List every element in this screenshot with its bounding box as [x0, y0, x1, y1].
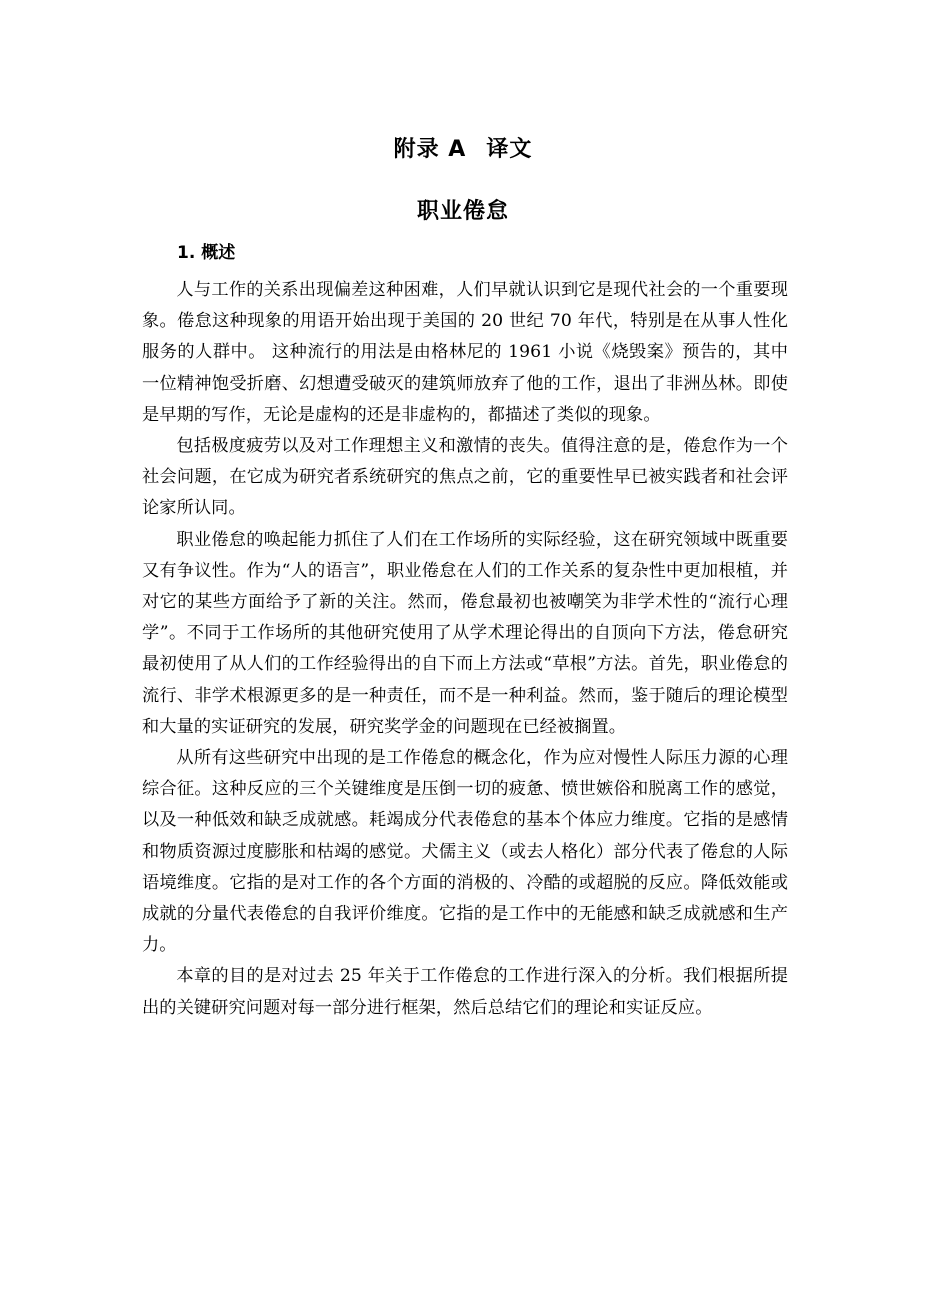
paragraph-4: 从所有这些研究中出现的是工作倦怠的概念化，作为应对慢性人际压力源的心理综合征。这种反应的三个关键维度是压倒一切的疲惫、愤世嫉俗和脱离工作的感觉，以及一种低效和缺乏成就感。耗竭成分代表倦怠的基本个体应力维度。它指的是感情和物质资源过度膨胀和枯竭的感觉。犬儒主义（或去人格化）部分代表了倦怠的人际语境维度。它指的是对工作的各个方面的消极的、冷酷的或超脱的反应。降低效能或成就的分量代表倦怠的自我评价维度。它指的是工作中的无能感和缺乏成就感和生产力。 [142, 748, 788, 956]
appendix-label: 附录 A [393, 137, 467, 162]
body-text [142, 275, 788, 1024]
paragraph-3: 职业倦怠的唤起能力抓住了人们在工作场所的实际经验，这在研究领域中既重要又有争议性。作为“人的语言”，职业倦怠在人们的工作关系的复杂性中更加根植，并对它的某些方面给予了新的关注。然而，倦怠最初也被嘲笑为非学术性的“流行心理学”。不同于工作场所的其他研究使用了从学术理论得出的自顶向下方法，倦怠研究最初使用了从人们的工作经验得出的自下而上方法或“草根”方法。首先，职业倦怠的流行、非学术根源更多的是一种责任，而不是一种利益。然而，鉴于随后的理论模型和大量的实证研究的发展，研究奖学金的问题现在已经被搁置。 [142, 529, 788, 737]
article-title: 职业倦怠 [416, 199, 509, 224]
appendix-title [0, 134, 926, 166]
paragraph-5: 本章的目的是对过去 25 年关于工作倦怠的工作进行深入的分析。我们根据所提出的关键研究问题对每一部分进行框架，然后总结它们的理论和实证反应。 [142, 966, 788, 1018]
paragraph-2: 包括极度疲劳以及对工作理想主义和激情的丧失。值得注意的是，倦怠作为一个社会问题，在它成为研究者系统研究的焦点之前，它的重要性早已被实践者和社会评论家所认同。 [142, 436, 788, 519]
appendix-title-text: 译文 [486, 137, 533, 162]
paragraph-1: 人与工作的关系出现偏差这种困难，人们早就认识到它是现代社会的一个重要现象。倦怠这种现象的用语开始出现于美国的 20 世纪 70 年代，特别是在从事人性化服务的人群中。 这种流行的用法是由格林尼的 1961 小说《烧毁案》预告的，其中一位精神饱受折磨、幻想遭受破灭的建筑师放弃了他的工作，退出了非洲丛林。即使是早期的写作，无论是虚构的还是非虚构的，都描述了类似的现象。 [142, 280, 788, 425]
section-heading: 1. 概述 [177, 243, 236, 263]
